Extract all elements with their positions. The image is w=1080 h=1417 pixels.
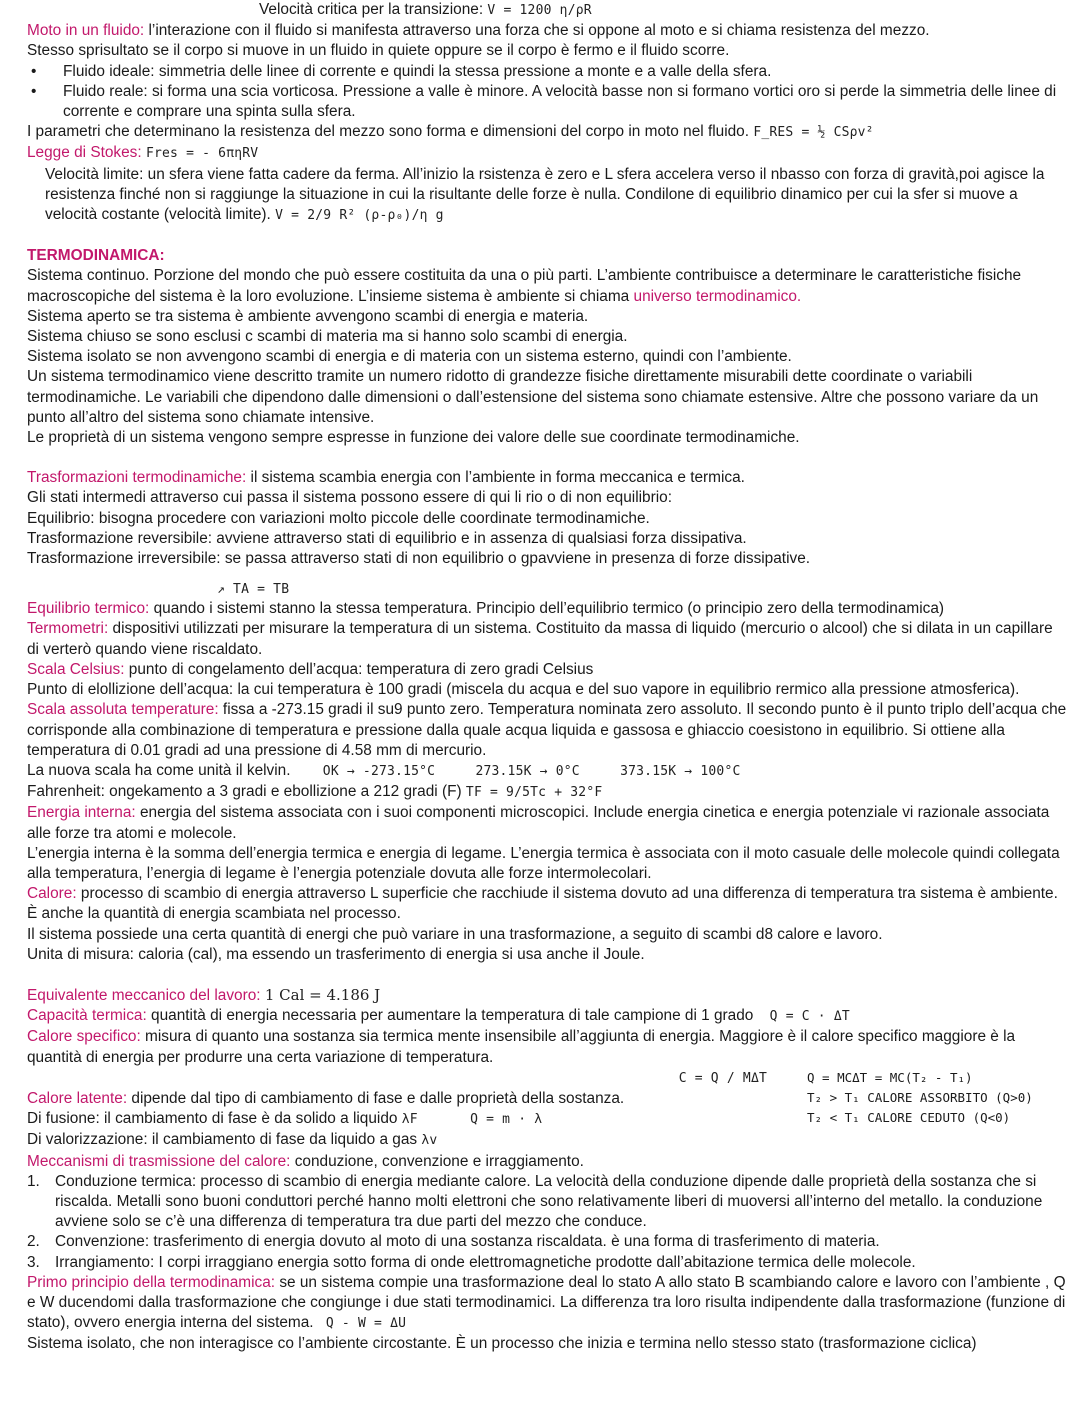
heat-transfer-title: Meccanismi di trasmissione del calore:	[27, 1152, 291, 1170]
open-system: Sistema aperto se tra sistema è ambiente avvengono scambi di energia e materia.	[27, 307, 589, 325]
stokes-formula: Fres = - 6πηRV	[145, 146, 259, 162]
internal-energy-title: Energia interna:	[27, 804, 136, 822]
heat-formula-column	[807, 1068, 1067, 1152]
resistance-params: I parametri che determinano la resistenza del mezzo sono forma e dimensioni del corpo in moto nel fluido. F_RES = ½ CSρv²	[27, 123, 874, 141]
specific-heat-title: Calore specifico:	[27, 1028, 141, 1046]
fluid-motion-paragraph: Moto in un fluido: l’interazione con il fluido si manifesta attraverso una forza che si oppone al moto e si chiama resistenza del mezzo.	[27, 22, 930, 40]
heat-released: T₂ < T₁ CALORE CEDUTO (Q<0)	[807, 1109, 1011, 1125]
specific-heat-formula: C = Q / MΔT	[678, 1070, 767, 1086]
critical-velocity-line: Velocità critica per la transizione: V = 1200 η/ρR	[259, 1, 592, 18]
heat-definition-2: Il sistema possiede una certa quantità di energi che può variare in una trasformazione, a seguito di scambi d8 calore e lavoro.	[27, 925, 883, 943]
latent-formula: Q = m · λ	[470, 1112, 543, 1128]
vaporization-symbol: λv	[421, 1133, 438, 1149]
latent-heat-left	[27, 1068, 787, 1152]
bullet-real-fluid: • Fluido reale: si forma una scia vorticosa. Pressione a valle è minore. A velocità basse non si formano vortici oro si perde la simmetria delle linee di corrente e comprare una spinta sulla sfera.	[31, 82, 1057, 121]
kelvin-note-2: 273.15K → 0°C	[475, 763, 580, 779]
bullet-ideal-fluid: • Fluido ideale: simmetria delle linee di corrente e quindi la stessa pressione a monte e a valle della sfera.	[31, 62, 772, 80]
mechanical-equivalent-formula: 1 Cal = 4.186 J	[264, 985, 381, 1004]
fusion-symbol: λF	[401, 1112, 418, 1128]
specific-heat: Calore specifico: misura di quanto una sostanza sia termica mente insensibile all’aggiunta di energia. Maggiore è il calore specifico maggiore è la quantità di energia per produrre una certa variazione di temperatura.	[27, 1028, 1016, 1066]
heat-quantity-formula: Q = MCΔT = MC(T₂ - T₁)	[807, 1069, 973, 1085]
universe-term: universo termodinamico.	[633, 287, 802, 305]
fluid-motion-title: Moto in un fluido:	[27, 22, 145, 40]
celsius-scale: Scala Celsius: punto di congelamento dell’acqua: temperatura di zero gradi Celsius	[27, 660, 594, 678]
heat-transfer: Meccanismi di trasmissione del calore: conduzione, convenzione e irraggiamento.	[27, 1152, 584, 1170]
latent-heat-title: Calore latente:	[27, 1089, 128, 1107]
thermo-variables: Un sistema termodinamico viene descritto tramite un numero ridotto di grandezze fisiche direttamente misurabili dette coordinate o variabili termodinamiche. Le variabili che dipendono dalle dimensioni o dall’estensione del sistema sono chiamate estensive. Altre che possono variare da un punto all’altro del sistema sono chiamate intensive.	[27, 368, 1039, 426]
first-law-title: Primo principio della termodinamica:	[27, 1273, 276, 1291]
kelvin-note-3: 373.15K → 100°C	[620, 763, 741, 779]
kelvin-note-1: OK → -273.15°C	[322, 763, 436, 779]
stokes-law	[27, 143, 1067, 164]
first-law: Primo principio della termodinamica: se un sistema compie una trasformazione deal lo stato A allo stato B scambiando calore e lavoro con l’ambiente , Q e W ducendomi dalla trasformazione che congiunge i due stati termodinamici. La differenza tra loro risulta indipendente dalla trasformazione (funzione di stato), ovvero energia interna del sistema. Q - W = ΔU	[27, 1273, 1066, 1332]
heat-definition: Calore: processo di scambio di energia attraverso L superficie che racchiude il sistema dovuto ad una differenza di temperatura tra sistema è ambiente. È anche la quantità di energia scambiata nel processo.	[27, 885, 1058, 923]
fluid-motion-text: Stesso sprisultato se il corpo si muove in un fluido in quiete oppure se il corpo è fermo e il fluido scorre.	[27, 42, 730, 60]
vaporization-line: Di valorizzazione: il cambiamento di fase da liquido a gas λv	[27, 1131, 438, 1149]
first-law-formula: Q - W = ΔU	[325, 1316, 407, 1332]
list-item: 3. Irrangiamento: I corpi irraggiano energia sotto forma di onde elettromagnetiche prodotte dall’abitazione termica delle molecole.	[27, 1253, 916, 1271]
celsius-title: Scala Celsius:	[27, 660, 125, 678]
closed-system: Sistema chiuso se sono esclusi c scambi di materia ma si hanno solo scambi di energia.	[27, 328, 628, 346]
latent-heat-block	[27, 1068, 1067, 1152]
kelvin-line: La nuova scala ha come unità il kelvin. OK → -273.15°C 273.15K → 0°C 373.15K → 100°C	[27, 761, 741, 779]
absolute-scale: Scala assoluta temperature: fissa a -273.15 gradi il su9 punto zero. Temperatura nominata zero assoluto. Il secondo punto è il punto triplo dell’acqua che corrisponde alla combinazione di temperatura e pressione dalla quale acqua liquida e gassosa e ghiaccio coesistono in equilibrio. Si ottiene alla temperatura di 0.01 gradi ad una pressione di 4.58 mm di mercurio.	[27, 701, 1067, 759]
thermal-capacity-title: Capacità termica:	[27, 1007, 147, 1025]
heat-absorbed: T₂ > T₁ CALORE ASSORBITO (Q>0)	[807, 1089, 1033, 1105]
thermometers-title: Termometri:	[27, 620, 109, 638]
heat-title: Calore:	[27, 885, 77, 903]
specific-heat-formula-line	[27, 1068, 787, 1089]
transformations: Trasformazioni termodinamiche: il sistema scambia energia con l’ambiente in forma meccanica e termica.	[27, 469, 745, 487]
limit-velocity: Velocità limite: un sfera viene fatta cadere da ferma. All’inizio la rsistenza è zero e L sfera accelera verso il nbasso con forza di gravità,poi agisce la resistenza finché non si raggiunge la situazione in cui la risultante delle forze è nulla. Condilone di equilibrio dinamico per cui la sfer si muove a velocità costante (velocità limite). V = 2/9 R² (ρ-ρ₀)/η g	[45, 165, 1045, 224]
internal-energy: Energia interna: energia del sistema associata con i suoi componenti microscopici. Include energia cinetica e energia potenziale vi razionale associata alle forze tra atomi e molecole.	[27, 804, 1050, 842]
thermal-equilibrium-title: Equilibrio termico:	[27, 600, 150, 618]
irreversible-line: Trasformazione irreversibile: se passa attraverso stati di non equilibrio o gpavviene in presenza di forze dissipative.	[27, 550, 811, 568]
transformations-title: Trasformazioni termodinamiche:	[27, 469, 247, 487]
latent-heat: Calore latente: dipende dal tipo di cambiamento di fase e dalle proprietà della sostanza.	[27, 1089, 625, 1107]
fusion-line: Di fusione: il cambiamento di fase è da solido a liquido λF Q = m · λ	[27, 1110, 543, 1128]
mechanical-equivalent	[27, 985, 1067, 1006]
stokes-title: Legge di Stokes:	[27, 144, 142, 162]
system-properties: Le proprietà di un sistema vengono sempre espresse in funzione dei valore delle sue coordinate termodinamiche.	[27, 429, 800, 447]
thermal-capacity-formula: Q = C · ΔT	[769, 1009, 850, 1025]
intermediate-states: Gli stati intermedi attraverso cui passa il sistema possono essere di qui li rio o di non equilibrio:	[27, 489, 673, 507]
notes-page	[27, 0, 1067, 1355]
boiling-point: Punto di elollizione dell’acqua: la cui temperatura è 100 gradi (miscela du acqua e del suo vapore in equilibrio rermico alla pressione atmosferica).	[27, 681, 1020, 699]
limit-velocity-formula: V = 2/9 R² (ρ-ρ₀)/η g	[275, 208, 444, 224]
list-item: 1. Conduzione termica: processo di scambio di energia mediante calore. La velocità della conduzione dipende dalle proprietà della sostanza che si riscalda. Metalli sono buoni conduttori perché hanno molti elettroni che sono relativamente liberi di muoversi all’interno del metallo. la conduzione avviene solo se c’è una differenza di temperatura tra due parti del mezzo che conduce.	[27, 1172, 1043, 1231]
reversible-line: Trasformazione reversibile: avviene attraverso stati di equilibrio e in assenza di qualsiasi forza dissipativa.	[27, 529, 747, 547]
thermometers: Termometri: dispositivi utilizzati per misurare la temperatura di un sistema. Costituito da massa di liquido (mercurio o alcool) che si dilata in un capillare di verterò quando viene riscaldato.	[27, 620, 1053, 658]
equilibrium-line: Equilibrio: bisogna procedere con variazioni molto piccole delle coordinate termodinamiche.	[27, 509, 650, 527]
internal-energy-2: L’energia interna è la somma dell’energia termica e energia di legame. L’energia termica è associata con il moto casuale delle molecole quindi collegata alla temperatura, l’energia di legame è l’energia potenziale dovuta alle forze intermolecolari.	[27, 844, 1060, 882]
thermal-equilibrium: Equilibrio termico: quando i sistemi stanno la stessa temperatura. Principio dell’equilibrio termico (o principio zero della termodinamica)	[27, 600, 945, 618]
ta-tb-annotation: ↗ TA = TB	[217, 582, 290, 598]
resistance-formula: F_RES = ½ CSρv²	[753, 125, 874, 141]
fahrenheit-formula: TF = 9/5Tc + 32°F	[465, 785, 603, 801]
list-item: 2. Convenzione: trasferimento di energia dovuto al moto di una sostanza riscaldata. è una forma di trasferimento di materia.	[27, 1233, 880, 1251]
thermodynamics-heading: TERMODINAMICA:	[27, 247, 165, 265]
isolated-system: Sistema isolato se non avvengono scambi di energia e di materia con un sistema esterno, quindi con l’ambiente.	[27, 348, 792, 366]
heat-units: Unita di misura: caloria (cal), ma essendo un trasferimento di energia si usa anche il Joule.	[27, 945, 645, 963]
thermal-capacity: Capacità termica: quantità di energia necessaria per aumentare la temperatura di tale campione di 1 grado Q = C · ΔT	[27, 1007, 850, 1025]
continuous-system: Sistema continuo. Porzione del mondo che può essere costituita da una o più parti. L’ambiente contribuisce a determinare le caratteristiche fisiche macroscopiche del sistema è la loro evoluzione. L’insieme sistema è ambiente si chiama universo termodinamico.	[27, 267, 1022, 305]
fahrenheit-line: Fahrenheit: ongekamento a 3 gradi e ebollizione a 212 gradi (F) TF = 9/5Tc + 32°F	[27, 783, 603, 801]
mechanical-equivalent-title: Equivalente meccanico del lavoro:	[27, 986, 261, 1004]
critical-velocity-formula: V = 1200 η/ρR	[487, 3, 592, 18]
cyclic-process: Sistema isolato, che non interagisce co l’ambiente circostante. È un processo che inizia e termina nello stesso stato (trasformazione ciclica)	[27, 1335, 977, 1353]
absolute-scale-title: Scala assoluta temperature:	[27, 701, 219, 719]
